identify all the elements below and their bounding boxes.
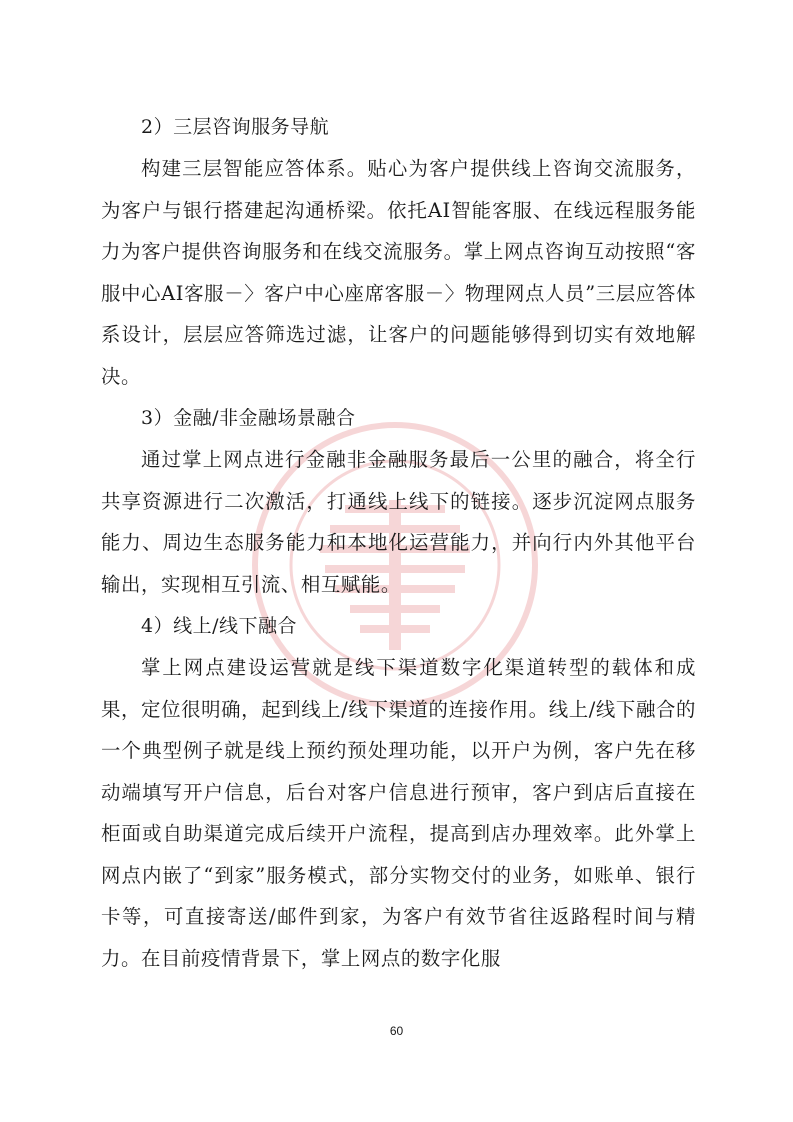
paragraph-consulting-navigation: 构建三层智能应答体系。贴心为客户提供线上咨询交流服务，为客户与银行搭建起沟通桥梁。依托AI智能客服、在线远程服务能力为客户提供咨询服务和在线交流服务。掌上网点咨询互动按照“客服中心AI客服－〉客户中心座席客服－〉物理网点人员”三层应答体系设计，层层应答筛选过滤，让客户的问题能够得到切实有效地解决。 bbox=[101, 157, 696, 388]
document-body bbox=[101, 106, 696, 979]
section-heading-consulting-navigation: 2）三层咨询服务导航 bbox=[141, 116, 330, 138]
paragraph-online-offline-fusion: 掌上网点建设运营就是线下渠道数字化渠道转型的载体和成果，定位很明确，起到线上/线下渠道的连接作用。线上/线下融合的一个典型例子就是线上预约预处理功能，以开户为例，客户先在移动端填写开户信息，后台对客户信息进行预审，客户到店后直接在柜面或自助渠道完成后续开户流程，提高到店办理效率。此外掌上网点内嵌了“到家”服务模式，部分实物交付的业务，如账单、银行卡等，可直接寄送/邮件到家，为客户有效节省往返路程时间与精力。在目前疫情背景下，掌上网点的数字化服 bbox=[101, 656, 696, 970]
paragraph-scene-fusion: 通过掌上网点进行金融非金融服务最后一公里的融合，将全行共享资源进行二次激活，打通线上线下的链接。逐步沉淀网点服务能力、周边生态服务能力和本地化运营能力，并向行内外其他平台输出，实现相互引流、相互赋能。 bbox=[101, 448, 696, 596]
section-heading-online-offline-fusion: 4）线上/线下融合 bbox=[141, 615, 297, 637]
page-number: 60 bbox=[389, 1024, 404, 1038]
section-heading-scene-fusion: 3）金融/非金融场景融合 bbox=[141, 407, 356, 429]
